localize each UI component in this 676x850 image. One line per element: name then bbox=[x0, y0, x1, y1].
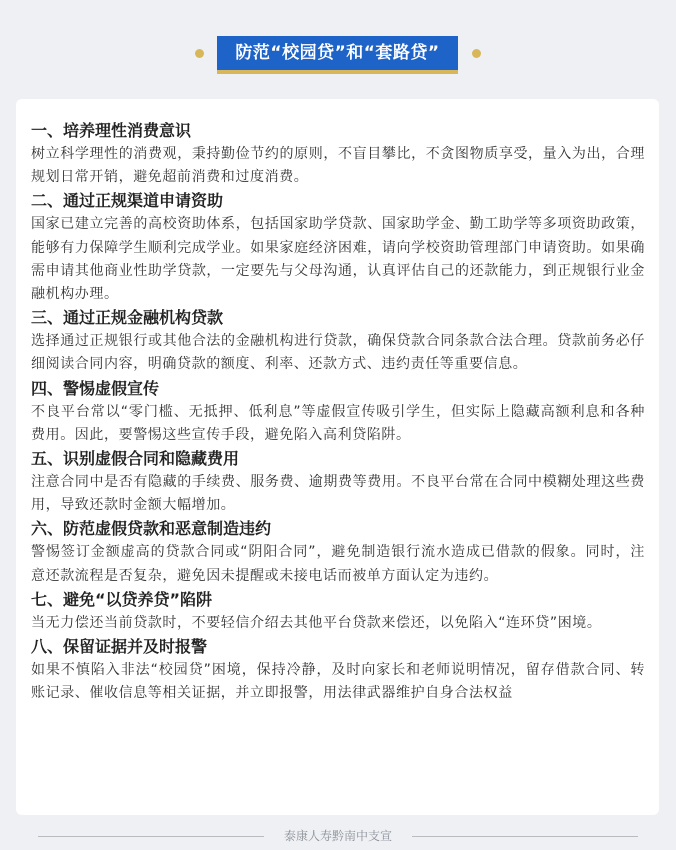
section-heading: 一、培养理性消费意识 bbox=[31, 121, 192, 140]
section-6 bbox=[31, 517, 645, 587]
decorative-dot-left bbox=[195, 49, 204, 58]
section-heading: 七、避免“以贷养贷”陷阱 bbox=[31, 589, 213, 609]
decorative-dot-right bbox=[472, 49, 481, 58]
section-body: 当无力偿还当前贷款时，不要轻信介绍去其他平台贷款来偿还，以免陷入“连环贷”困境。 bbox=[31, 614, 602, 631]
section-5 bbox=[31, 447, 645, 517]
section-1 bbox=[31, 119, 645, 189]
section-7 bbox=[31, 588, 645, 635]
footer bbox=[0, 826, 676, 846]
footer-divider-right bbox=[412, 836, 638, 837]
section-2 bbox=[31, 189, 645, 306]
header bbox=[0, 30, 676, 78]
section-body: 不良平台常以“零门槛、无抵押、低利息”等虚假宣传吸引学生，但实际上隐藏高额利息和各种费用。因此，要警惕这些宣传手段，避免陷入高利贷陷阱。 bbox=[31, 403, 645, 443]
section-heading: 五、识别虚假合同和隐藏费用 bbox=[31, 449, 240, 469]
page-title: 防范“校园贷”和“套路贷” bbox=[217, 36, 458, 74]
section-4 bbox=[31, 377, 645, 447]
section-body: 国家已建立完善的高校资助体系，包括国家助学贷款、国家助学金、勤工助学等多项资助政策，能够有力保障学生顺利完成学业。如果家庭经济困难，请向学校资助管理部门申请资助。如果确需申请其他商业性助学贷款，一定要先与父母沟通，认真评估自己的还款能力，到正规银行业金融机构办理。 bbox=[31, 216, 645, 303]
footer-divider-left bbox=[38, 836, 264, 837]
section-heading: 四、警惕虚假宣传 bbox=[31, 378, 160, 398]
footer-credit: 泰康人寿黔南中支宣 bbox=[283, 829, 392, 843]
section-body: 注意合同中是否有隐藏的手续费、服务费、逾期费等费用。不良平台常在合同中模糊处理这些费用，导致还款时金额大幅增加。 bbox=[31, 474, 645, 514]
section-body: 选择通过正规银行或其他合法的金融机构进行贷款，确保贷款合同条款合法合理。贷款前务必仔细阅读合同内容，明确贷款的额度、利率、还款方式、违约责任等重要信息。 bbox=[31, 333, 645, 373]
content-card bbox=[16, 99, 659, 815]
section-heading: 六、防范虚假贷款和恶意制造违约 bbox=[31, 519, 272, 539]
section-3 bbox=[31, 306, 645, 376]
section-8 bbox=[31, 635, 645, 705]
section-heading: 二、通过正规渠道申请资助 bbox=[31, 191, 224, 211]
section-body: 如果不慎陷入非法“校园贷”困境，保持冷静，及时向家长和老师说明情况，留存借款合同、转账记录、催收信息等相关证据，并立即报警，用法律武器维护自身合法权益 bbox=[31, 662, 645, 702]
section-heading: 八、保留证据并及时报警 bbox=[31, 637, 208, 657]
section-body: 树立科学理性的消费观，秉持勤俭节约的原则，不盲目攀比，不贪图物质享受，量入为出，合理规划日常开销，避免超前消费和过度消费。 bbox=[31, 146, 645, 186]
section-body: 警惕签订金额虚高的贷款合同或“阴阳合同”，避免制造银行流水造成已借款的假象。同时，注意还款流程是否复杂，避免因未提醒或未接电话而被单方面认定为违约。 bbox=[31, 544, 645, 584]
section-heading: 三、通过正规金融机构贷款 bbox=[31, 308, 224, 328]
